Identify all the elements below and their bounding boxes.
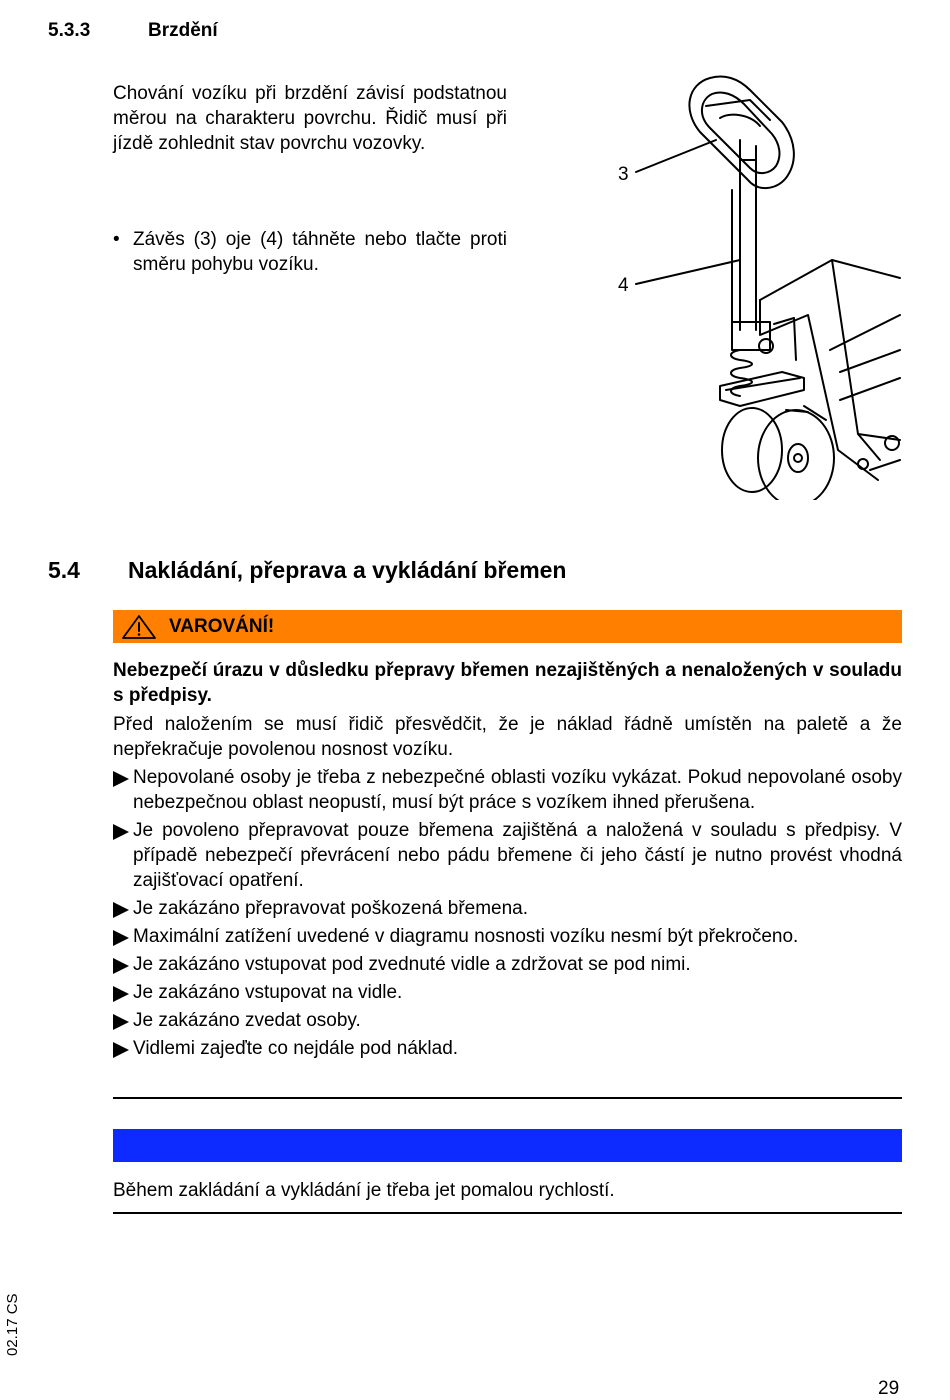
notice-bar [113, 1129, 902, 1162]
warning-label: VAROVÁNÍ! [169, 615, 275, 637]
braking-instruction: Závěs (3) oje (4) táhněte nebo tlačte proti směru pohybu vozíku. [133, 229, 507, 275]
arrow-bullet-icon [113, 986, 129, 1002]
arrow-bullet-icon [113, 930, 129, 946]
section-title: Brzdění [148, 20, 218, 41]
arrow-bullet-icon [113, 824, 129, 840]
page-number: 29 [878, 1378, 900, 1399]
pallet-truck-illustration [600, 60, 905, 500]
bullet-dot: • [113, 229, 120, 250]
list-item: Je zakázáno vstupovat na vidle. [113, 980, 902, 1005]
warning-text: Před naložením se musí řidič přesvědčit, že je náklad řádně umístěn na paletě a že nepřekračuje povolenou nosnost vozíku. [113, 714, 902, 760]
warning-list [113, 765, 902, 1061]
list-item: Je zakázáno zvedat osoby. [113, 1008, 902, 1033]
section-title: Nakládání, přeprava a vykládání břemen [128, 557, 567, 583]
notice-text: Během zakládání a vykládání je třeba jet pomalou rychlostí. [113, 1180, 615, 1201]
list-item: Je povoleno přepravovat pouze břemena zajištěná a naložená v souladu s předpisy. V případě nebezpečí převrácení nebo pádu břemene či jeho částí je nutno provést vhodná zajišťovací opatření. [113, 818, 902, 893]
callout-3: 3 [618, 164, 629, 185]
section-number: 5.3.3 [48, 20, 91, 41]
list-item: Je zakázáno přepravovat poškozená břemena. [113, 896, 902, 921]
arrow-bullet-icon [113, 958, 129, 974]
list-item: Vidlemi zajeďte co nejdále pod náklad. [113, 1036, 902, 1061]
section-number: 5.4 [48, 557, 80, 583]
warning-bar [113, 610, 902, 643]
arrow-bullet-icon [113, 902, 129, 918]
arrow-bullet-icon [113, 1042, 129, 1058]
arrow-bullet-icon [113, 771, 129, 787]
warning-triangle-icon [121, 614, 157, 640]
warning-headline: Nebezpečí úrazu v důsledku přepravy břemen nezajištěných a nenaložených v souladu s předpisy. [113, 660, 902, 706]
list-item: Je zakázáno vstupovat pod zvednuté vidle a zdržovat se pod nimi. [113, 952, 902, 977]
edition-code: 02.17 CS [4, 1293, 21, 1356]
braking-paragraph: Chování vozíku při brzdění závisí podstatnou měrou na charakteru povrchu. Řidič musí při jízdě zohlednit stav povrchu vozovky. [113, 83, 507, 154]
list-item: Nepovolané osoby je třeba z nebezpečné oblasti vozíku vykázat. Pokud nepovolané osoby nebezpečnou oblast neopustí, musí být práce s vozíkem ihned přerušena. [113, 765, 902, 815]
notice-end-divider [113, 1212, 902, 1214]
callout-4: 4 [618, 275, 629, 296]
warning-end-divider [113, 1097, 902, 1099]
arrow-bullet-icon [113, 1014, 129, 1030]
list-item: Maximální zatížení uvedené v diagramu nosnosti vozíku nesmí být překročeno. [113, 924, 902, 949]
